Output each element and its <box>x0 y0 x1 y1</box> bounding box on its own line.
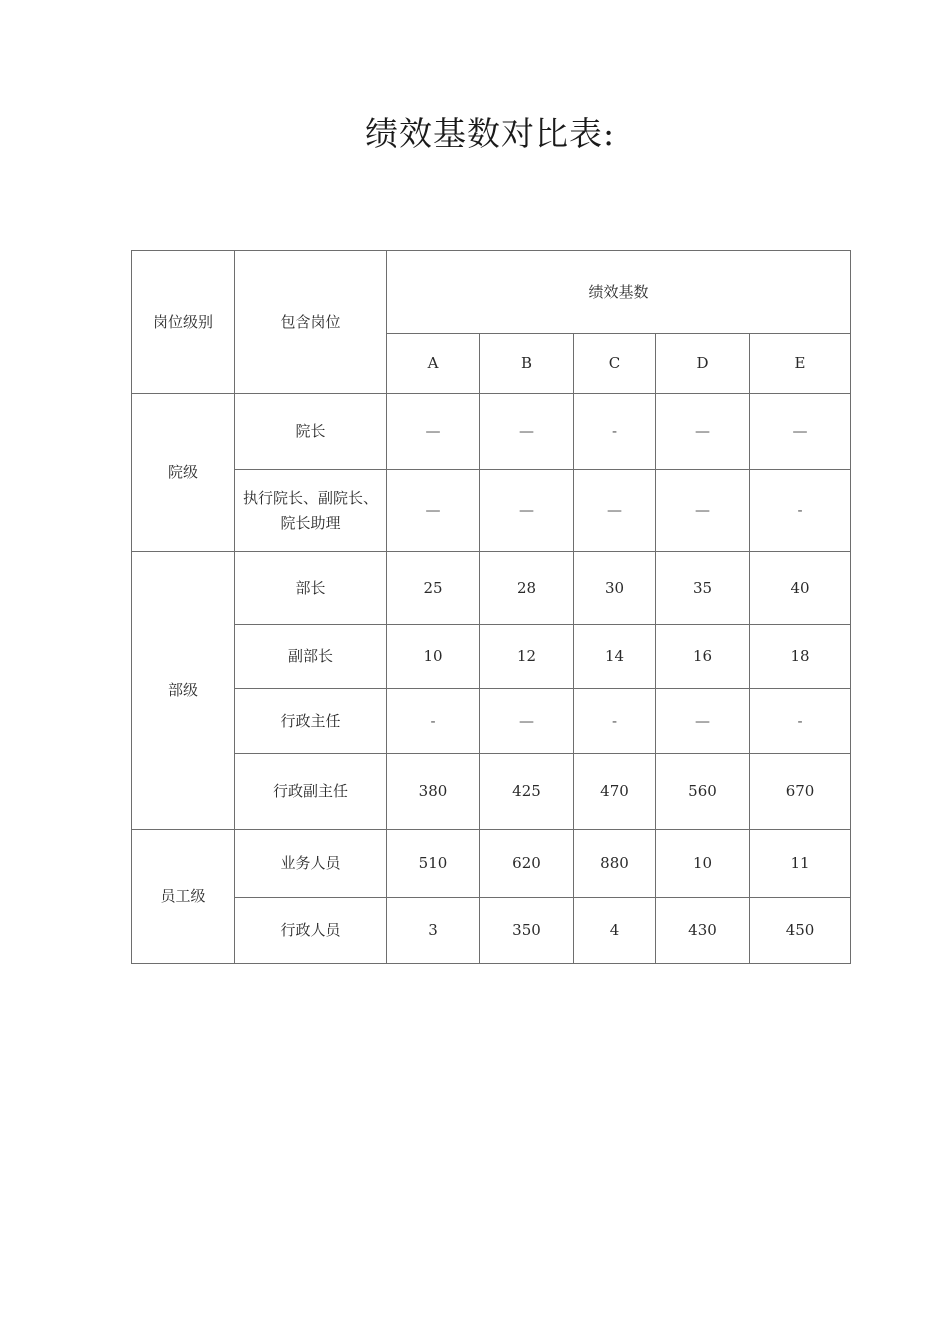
level-cell: 员工级 <box>132 830 235 964</box>
value-cell: 510 <box>387 830 480 898</box>
value-cell: — <box>750 394 851 470</box>
value-cell: — <box>480 689 574 754</box>
table-row <box>132 898 851 964</box>
grade-header-e: E <box>750 334 851 394</box>
value-cell: 40 <box>750 552 851 625</box>
value-cell: 25 <box>387 552 480 625</box>
position-cell: 行政人员 <box>235 898 387 964</box>
position-cell: 部长 <box>235 552 387 625</box>
value-cell: — <box>574 470 656 552</box>
level-cell: 部级 <box>132 552 235 830</box>
value-cell: 450 <box>750 898 851 964</box>
value-cell: - <box>574 394 656 470</box>
value-cell: 35 <box>656 552 750 625</box>
value-cell: 670 <box>750 754 851 830</box>
position-cell: 院长 <box>235 394 387 470</box>
table-row <box>132 754 851 830</box>
value-cell: — <box>656 394 750 470</box>
table-row <box>132 394 851 470</box>
value-cell: - <box>387 689 480 754</box>
table-row <box>132 689 851 754</box>
grade-header-a: A <box>387 334 480 394</box>
value-cell: 28 <box>480 552 574 625</box>
value-cell: 10 <box>656 830 750 898</box>
value-cell: 14 <box>574 625 656 689</box>
position-cell: 业务人员 <box>235 830 387 898</box>
value-cell: 11 <box>750 830 851 898</box>
header-level-cell: 岗位级别 <box>132 251 235 394</box>
position-cell: 副部长 <box>235 625 387 689</box>
value-cell: 470 <box>574 754 656 830</box>
level-cell: 院级 <box>132 394 235 552</box>
value-cell: - <box>750 689 851 754</box>
value-cell: 18 <box>750 625 851 689</box>
table-row <box>132 470 851 552</box>
value-cell: 30 <box>574 552 656 625</box>
value-cell: — <box>387 394 480 470</box>
table-row <box>132 625 851 689</box>
value-cell: 10 <box>387 625 480 689</box>
value-cell: 4 <box>574 898 656 964</box>
value-cell: 12 <box>480 625 574 689</box>
header-group-cell: 绩效基数 <box>387 251 851 334</box>
value-cell: 560 <box>656 754 750 830</box>
value-cell: - <box>750 470 851 552</box>
performance-base-table <box>131 250 851 964</box>
value-cell: — <box>480 394 574 470</box>
value-cell: - <box>574 689 656 754</box>
value-cell: 3 <box>387 898 480 964</box>
header-position-cell: 包含岗位 <box>235 251 387 394</box>
grade-header-c: C <box>574 334 656 394</box>
position-cell: 行政副主任 <box>235 754 387 830</box>
value-cell: 380 <box>387 754 480 830</box>
value-cell: — <box>480 470 574 552</box>
value-cell: 430 <box>656 898 750 964</box>
value-cell: 350 <box>480 898 574 964</box>
value-cell: 425 <box>480 754 574 830</box>
header-row-1 <box>132 251 851 334</box>
value-cell: 620 <box>480 830 574 898</box>
value-cell: 880 <box>574 830 656 898</box>
grade-header-b: B <box>480 334 574 394</box>
value-cell: 16 <box>656 625 750 689</box>
value-cell: — <box>656 689 750 754</box>
position-cell: 执行院长、副院长、院长助理 <box>235 470 387 552</box>
table-row <box>132 830 851 898</box>
grade-header-d: D <box>656 334 750 394</box>
position-cell: 行政主任 <box>235 689 387 754</box>
page-title: 绩效基数对比表: <box>364 114 616 153</box>
value-cell: — <box>656 470 750 552</box>
value-cell: — <box>387 470 480 552</box>
table-row <box>132 552 851 625</box>
